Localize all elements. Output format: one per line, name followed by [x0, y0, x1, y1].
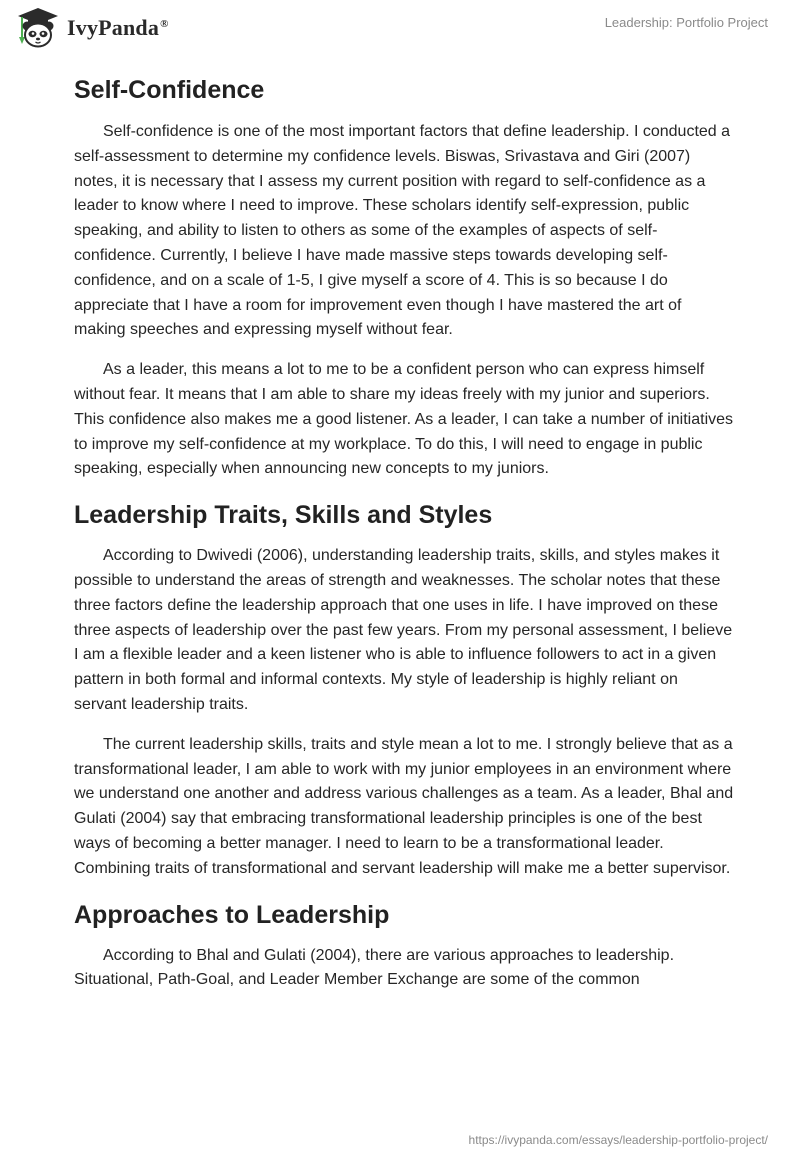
- ivypanda-logo[interactable]: [14, 7, 169, 49]
- paragraph: As a leader, this means a lot to me to be a confident person who can express himself without fear. It means that I am able to share my ideas freely with my junior and superiors. This confidence also makes me a good listener. As a leader, I can take a number of initiatives to improve my self-confidence at my workplace. To do this, I will need to engage in public speaking, especially when announcing new concepts to my juniors.: [74, 361, 734, 478]
- essay-body: [74, 70, 734, 1008]
- section-heading: Approaches to Leadership: [74, 900, 390, 929]
- paragraph: The current leadership skills, traits and style mean a lot to me. I strongly believe that as a transformational leader, I am able to work with my junior employees in an environment where we understand one another and address various challenges as a team. As a leader, Bhal and Gulati (2004) say that embracing transformational leadership principles is one of the best ways of becoming a better manager. I need to learn to be a transformational leader. Combining traits of transformational and servant leadership will make me a better supervisor.: [74, 735, 734, 877]
- paragraph: According to Bhal and Gulati (2004), there are various approaches to leadership. Situational, Path-Goal, and Leader Member Exchange are some of the common: [74, 946, 675, 989]
- document-title: Leadership: Portfolio Project: [604, 15, 768, 30]
- paragraph: According to Dwivedi (2006), understanding leadership traits, skills, and styles makes it possible to understand the areas of strength and weaknesses. The scholar notes that these three factors define the leadership approach that one uses in life. I have improved on these three aspects of leadership over the past few years. From my personal assessment, I believe I am a flexible leader and a keen listener who is able to influence followers to act in a given pattern in both formal and informal contexts. My style of leadership is highly reliant on servant leadership traits.: [74, 547, 733, 713]
- page-header: [0, 0, 800, 60]
- source-url-link[interactable]: https://ivypanda.com/essays/leadership-portfolio-project/: [468, 1133, 768, 1147]
- section-heading: Leadership Traits, Skills and Styles: [74, 501, 493, 530]
- panda-graduate-icon: [14, 7, 62, 49]
- registered-mark: ®: [160, 17, 169, 30]
- brand-name: IvyPanda®: [67, 15, 169, 40]
- section-heading: Self-Confidence: [74, 76, 265, 104]
- paragraph: Self-confidence is one of the most important factors that define leadership. I conducted a self-assessment to determine my confidence levels. Biswas, Srivastava and Giri (2007) notes, it is necessary that I assess my current position with regard to self-confidence as a leader to know where I need to improve. These scholars identify self-expression, public speaking, and ability to listen to others as some of the examples of aspects of self-confidence. Currently, I believe I have made massive steps towards developing self-confidence, and on a scale of 1-5, I give myself a score of 4. This is so because I do appreciate that I have a room for improvement even though I have mastered the art of making speeches and expressing myself without fear.: [74, 123, 731, 339]
